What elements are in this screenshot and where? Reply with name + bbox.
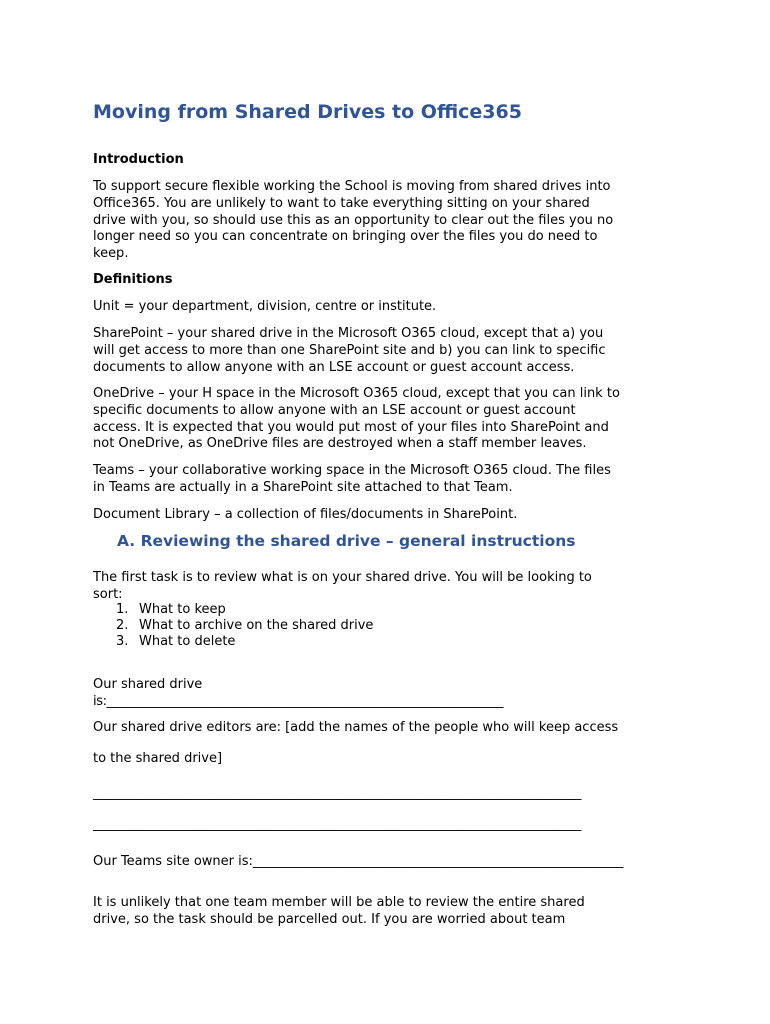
text-line: not OneDrive, as OneDrive files are destroyed when a staff member leaves. — [93, 436, 587, 452]
text-line: in Teams are actually in a SharePoint site attached to that Team. — [93, 479, 513, 495]
text-line: The first task is to review what is on your shared drive. You will be looking to — [93, 570, 592, 585]
definition-onedrive — [93, 386, 683, 453]
text-line: Teams – your collaborative working space in the Microsoft O365 cloud. The files — [93, 463, 611, 478]
text-line: OneDrive – your H space in the Microsoft O365 cloud, except that you can link to — [93, 386, 620, 401]
list-item — [93, 618, 373, 634]
shared-drive-label: Our shared drive — [93, 677, 203, 692]
closing-paragraph — [93, 895, 683, 929]
list-item — [93, 602, 373, 618]
text-line: sort: — [93, 586, 123, 602]
text-line: drive with you, so should use this as an opportunity to clear out the files you no — [93, 212, 614, 228]
text-line: SharePoint – your shared drive in the Microsoft O365 cloud, except that a) you — [93, 326, 604, 341]
editors-line-1: Our shared drive editors are: [add the names of the people who will keep access — [93, 720, 619, 735]
text-line: will get access to more than one SharePoint site and b) you can link to specific — [93, 342, 606, 358]
section-a-intro — [93, 570, 683, 604]
list-number: 3. — [116, 634, 129, 649]
text-line: To support secure flexible working the School is moving from shared drives into — [93, 179, 611, 194]
list-number: 1. — [116, 602, 129, 617]
text-line: Office365. You are unlikely to want to take everything sitting on your shared — [93, 195, 590, 211]
list-text: What to keep — [139, 602, 226, 617]
text-line: documents to allow anyone with an LSE account or guest account access. — [93, 359, 575, 375]
definitions-heading: Definitions — [93, 272, 173, 287]
section-a-heading: A. Reviewing the shared drive – general instructions — [117, 532, 576, 550]
introduction-paragraph — [93, 179, 683, 263]
definition-document-library: Document Library – a collection of files/documents in SharePoint. — [93, 507, 518, 522]
editors-line-2: to the shared drive] — [93, 751, 223, 766]
text-line: longer need so you can concentrate on bringing over the files you do need to — [93, 229, 598, 245]
text-line: It is unlikely that one team member will be able to review the entire shared — [93, 895, 585, 910]
shared-drive-blank: is:_________________________________________________________________ — [93, 693, 504, 709]
text-line: keep. — [93, 246, 129, 262]
list-text: What to archive on the shared drive — [139, 618, 374, 633]
text-line: access. It is expected that you would put most of your files into SharePoint and — [93, 419, 609, 435]
introduction-heading: Introduction — [93, 152, 184, 167]
page-title: Moving from Shared Drives to Office365 — [93, 101, 522, 123]
definition-teams — [93, 463, 683, 497]
list-item — [93, 634, 373, 650]
editors-blank-2: ________________________________________________________________________________ — [93, 817, 582, 832]
sort-list — [93, 602, 373, 650]
teams-owner-field: Our Teams site owner is:_________________________________________________________ — [93, 854, 624, 869]
definition-unit: Unit = your department, division, centre or institute. — [93, 299, 437, 314]
text-line: specific documents to allow anyone with an LSE account or guest account — [93, 402, 576, 418]
shared-drive-field — [93, 677, 683, 711]
editors-blank-1: ________________________________________________________________________________ — [93, 786, 582, 801]
text-line: drive, so the task should be parcelled out. If you are worried about team — [93, 911, 566, 927]
list-text: What to delete — [139, 634, 236, 649]
definition-sharepoint — [93, 326, 683, 376]
list-number: 2. — [116, 618, 129, 633]
